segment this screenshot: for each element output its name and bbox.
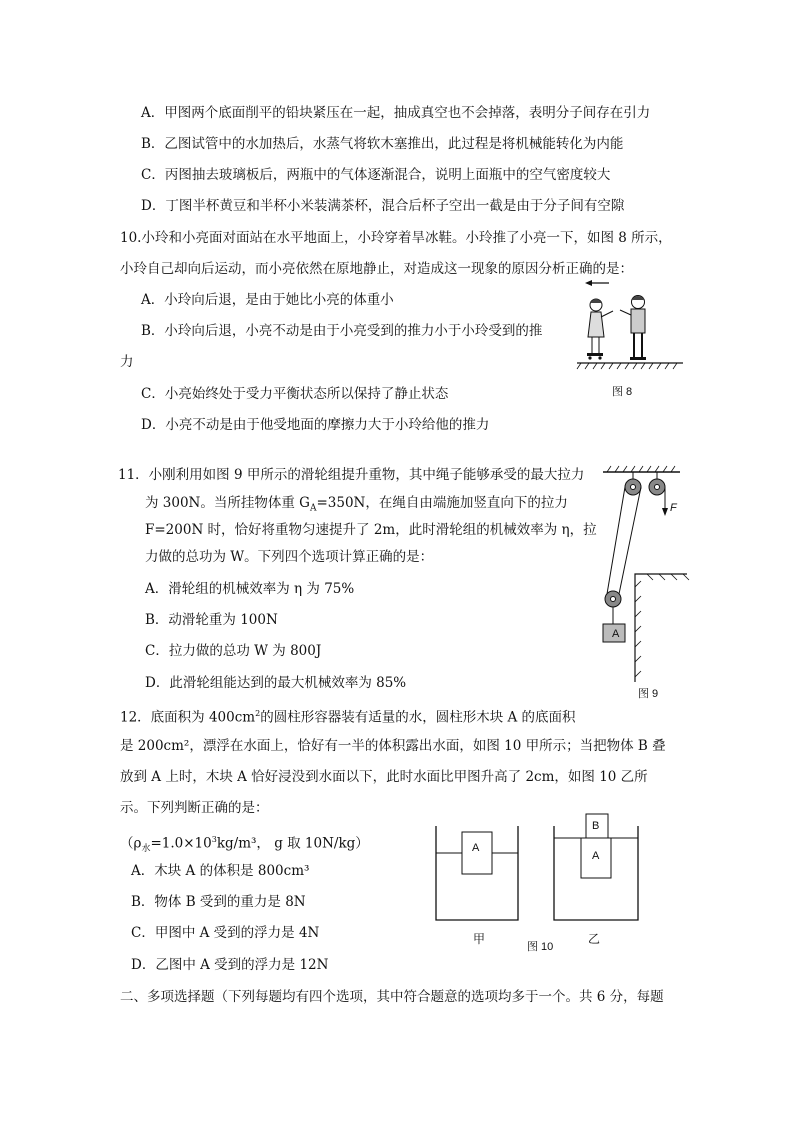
- q10-stem-line2: 小玲自己却向后运动，而小亮依然在原地静止，对造成这一现象的原因分析正确的是：: [120, 261, 633, 277]
- q12-option-d: D．乙图中 A 受到的浮力是 12N: [131, 957, 329, 973]
- figure-9-caption: 图 9: [638, 688, 659, 700]
- figure-10-block-a-yi: A: [592, 850, 600, 862]
- q11-option-a: A．滑轮组的机械效率为 η 为 75%: [145, 581, 355, 597]
- q12-stem-line1: 12．底面积为 $400cm^2$的圆柱形容器装有适量的水，圆柱形木块 A 的底面积: [120, 709, 576, 726]
- q9-option-d: D．丁图半杯黄豆和半杯小米装满茶杯，混合后杯子空出一截是由于分子间有空隙: [141, 198, 625, 214]
- q10-option-b-cont: 力: [120, 354, 134, 370]
- figure-10-block-a-jia: A: [472, 842, 480, 854]
- q12-option-a: A．木块 A 的体积是 800cm³: [131, 863, 310, 879]
- q10-stem-line1: 10.小玲和小亮面对面站在水平地面上，小玲穿着旱冰鞋。小玲推了小亮一下，如图 8 所示，: [120, 230, 672, 246]
- q12-stem-line3: 放到 A 上时，木块 A 恰好浸没到水面以下，此时水面比甲图升高了 2cm，如图 10 乙所: [120, 769, 648, 785]
- figure-8-caption: 图 8: [612, 386, 633, 398]
- q11-option-b: B．动滑轮重为 100N: [145, 612, 278, 628]
- figure-10-containers: [432, 806, 657, 931]
- figure-10-label-yi: 乙: [588, 932, 601, 946]
- q11-stem-line1: 11．小刚利用如图 9 甲所示的滑轮组提升重物，其中绳子能够承受的最大拉力: [118, 467, 585, 483]
- figure-9-force-label: F: [670, 502, 677, 514]
- q12-option-c: C．甲图中 A 受到的浮力是 4N: [131, 925, 320, 941]
- q9-option-a: A．甲图两个底面削平的铅块紧压在一起，抽成真空也不会掉落，表明分子间存在引力: [141, 105, 651, 121]
- q11-stem-line3: F=200N 时，恰好将重物匀速提升了 2m，此时滑轮组的机械效率为 η，拉: [145, 522, 597, 538]
- q12-stem-line2: 是 200cm²，漂浮在水面上，恰好有一半的体积露出水面，如图 10 甲所示；当把物体 B 叠: [120, 738, 666, 754]
- figure-9-pulley-system: [595, 462, 690, 687]
- section-2-heading: 二、多项选择题（下列每题均有四个选项，其中符合题意的选项均多于一个。共 6 分，每题: [120, 989, 664, 1005]
- q10-option-b: B．小玲向后退，小亮不动是由于小亮受到的推力小于小玲受到的推: [141, 323, 543, 339]
- q11-option-c: C．拉力做的总功 W 为 800J: [145, 643, 322, 659]
- figure-9-block-label: A: [612, 628, 620, 640]
- figure-10-label-jia: 甲: [473, 932, 486, 946]
- q9-option-c: C．丙图抽去玻璃板后，两瓶中的气体逐渐混合，说明上面瓶中的空气密度较大: [141, 167, 611, 183]
- q10-option-d: D．小亮不动是由于他受地面的摩擦力大于小玲给他的推力: [141, 417, 490, 433]
- q10-option-c: C．小亮始终处于受力平衡状态所以保持了静止状态: [141, 386, 449, 402]
- q11-stem-line2: 为 300N。当所挂物体重 $G_A=350N$，在绳自由端施加竖直向下的拉力: [145, 495, 568, 514]
- q10-option-a: A．小玲向后退，是由于她比小亮的体重小: [141, 292, 394, 308]
- q12-stem-line4: 示。下列判断正确的是：: [120, 800, 269, 816]
- q9-option-b: B．乙图试管中的水加热后，水蒸气将软木塞推出，此过程是将机械能转化为内能: [141, 136, 624, 152]
- q12-option-b: B．物体 B 受到的重力是 8N: [131, 894, 306, 910]
- figure-10-block-b: B: [592, 820, 600, 832]
- q11-option-d: D．此滑轮组能达到的最大机械效率为 85%: [145, 675, 407, 691]
- figure-10-caption: 图 10: [527, 941, 554, 953]
- q11-stem-line4: 力做的总功为 W。下列四个选项计算正确的是：: [145, 549, 434, 565]
- figure-8-skaters: [575, 275, 685, 375]
- q12-given: （$\rho_水=1.0\times 10^3kg/m^3$， g 取 10N/kg）: [120, 835, 369, 855]
